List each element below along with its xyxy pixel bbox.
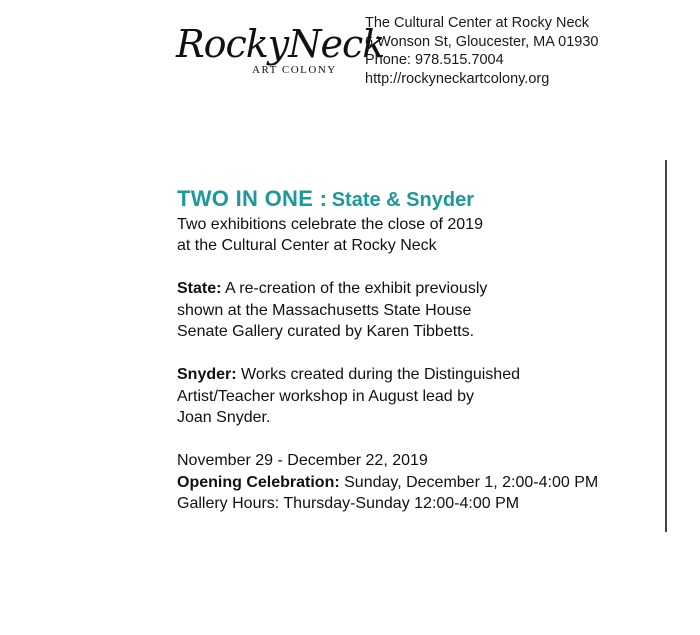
state-label: State:	[177, 280, 222, 297]
vertical-divider	[665, 160, 667, 532]
rocky-neck-logo	[176, 20, 385, 86]
address: 6 Wonson St, Gloucester, MA 01930	[365, 33, 599, 50]
gallery-hours: Gallery Hours: Thursday-Sunday 12:00-4:00 PM	[177, 495, 520, 512]
intro-line-1: Two exhibitions celebrate the close of 2019	[177, 215, 483, 233]
snyder-text-1: Works created during the Distinguished	[241, 366, 520, 383]
website-link[interactable]: http://rockyneckartcolony.org	[365, 70, 550, 87]
opening-celebration	[177, 472, 657, 494]
phone: Phone: 978.515.7004	[365, 52, 504, 68]
opening-label: Opening Celebration:	[177, 473, 340, 491]
state-line-2: shown at the Massachusetts State House	[177, 301, 472, 319]
opening-value: Sunday, December 1, 2:00-4:00 PM	[344, 473, 599, 491]
contact-block	[365, 14, 598, 88]
snyder-label: Snyder:	[177, 366, 237, 383]
snyder-line-2: Artist/Teacher workshop in August lead by	[177, 387, 475, 405]
state-line-1	[177, 278, 657, 300]
spacer	[177, 343, 657, 365]
announcement-title	[177, 188, 657, 213]
spacer	[177, 429, 657, 451]
title-main: TWO IN ONE :	[177, 186, 328, 211]
state-text-1: A re-creation of the exhibit previously	[225, 280, 488, 297]
state-line-3: Senate Gallery curated by Karen Tibbetts.	[177, 323, 475, 340]
announcement	[177, 188, 657, 515]
logo-subtitle: ART COLONY	[252, 64, 337, 76]
snyder-line-1	[177, 364, 657, 386]
logo-script-text: RockyNeck	[176, 22, 385, 66]
snyder-line-3: Joan Snyder.	[177, 409, 271, 426]
spacer	[177, 257, 657, 279]
org-name: The Cultural Center at Rocky Neck	[365, 15, 590, 31]
title-rest: State & Snyder	[331, 189, 474, 211]
exhibition-dates: November 29 - December 22, 2019	[177, 452, 428, 469]
intro-line-2: at the Cultural Center at Rocky Neck	[177, 237, 437, 254]
